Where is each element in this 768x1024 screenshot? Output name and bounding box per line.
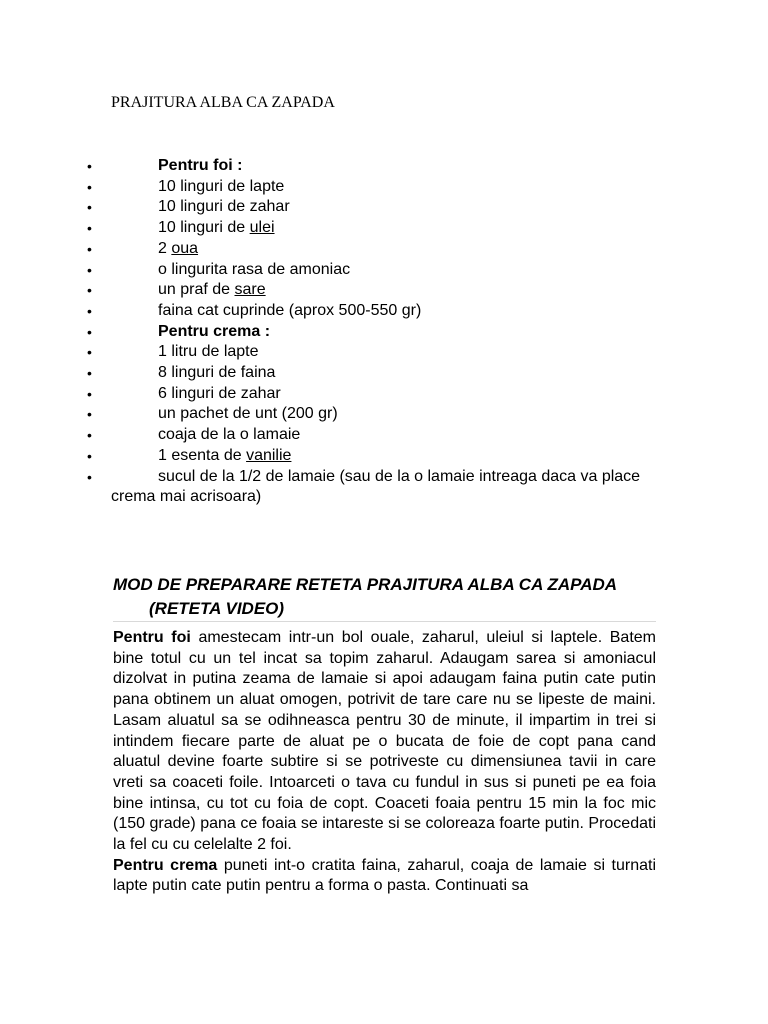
- ingredient-text: [111, 404, 680, 425]
- preparation-text: [113, 628, 656, 897]
- ingredient-text: [111, 363, 680, 384]
- bullet-icon: •: [87, 468, 92, 485]
- ingredients-list: [0, 156, 680, 508]
- ingredient-item: [0, 384, 680, 405]
- ingredient-item: [0, 342, 680, 363]
- ingredient-item: [0, 467, 680, 508]
- bullet-icon: •: [87, 385, 92, 402]
- ingredient-link[interactable]: ulei: [249, 219, 275, 237]
- ingredient-text: [111, 280, 680, 301]
- section-heading-line2: (RETETA VIDEO): [149, 599, 285, 618]
- bullet-icon: •: [87, 447, 92, 464]
- ingredient-text: [111, 467, 680, 508]
- ingredient-item: [0, 177, 680, 198]
- ingredient-item: [0, 260, 680, 281]
- bullet-icon: •: [87, 323, 92, 340]
- ingredient-item: [0, 425, 680, 446]
- section-heading-line1: MOD DE PREPARARE RETETA PRAJITURA ALBA CA ZAPADA: [113, 575, 618, 594]
- ingredient-link[interactable]: oua: [171, 239, 199, 257]
- ingredient-text-part: coaja de la o lamaie: [158, 426, 301, 444]
- ingredient-item: [0, 197, 680, 218]
- ingredient-text: [111, 384, 680, 405]
- ingredient-text: [111, 446, 680, 467]
- ingredient-item: [0, 301, 680, 322]
- ingredient-text-part: un praf de: [158, 281, 235, 299]
- ingredient-text-part: 8 linguri de faina: [158, 364, 276, 382]
- bullet-icon: •: [87, 178, 92, 195]
- bullet-icon: •: [87, 158, 92, 174]
- paragraph-text: puneti int-o cratita faina, zaharul, coaja de lamaie si turnati lapte putin cate putin pentru a forma o pasta. Continuati sa: [113, 856, 657, 895]
- bullet-icon: •: [87, 240, 92, 257]
- preparation-paragraph: [113, 628, 656, 856]
- ingredient-text: [111, 177, 680, 198]
- ingredient-text-part: faina cat cuprinde (aprox 500-550 gr): [158, 301, 422, 319]
- ingredient-item: [0, 446, 680, 467]
- ingredient-text: [111, 197, 680, 218]
- ingredient-group-label: Pentru crema :: [158, 322, 271, 340]
- ingredient-text-part: 6 linguri de zahar: [158, 384, 281, 402]
- ingredient-text-part: 2: [158, 239, 172, 257]
- ingredient-item: [0, 156, 680, 177]
- ingredient-text-part: 1 esenta de: [158, 446, 247, 464]
- bullet-icon: •: [87, 282, 92, 299]
- ingredient-link[interactable]: vanilie: [246, 446, 292, 464]
- bullet-icon: •: [87, 406, 92, 423]
- paragraph-lead: Pentru foi: [113, 629, 191, 646]
- ingredient-text: [111, 342, 680, 363]
- ingredient-text-part: 10 linguri de lapte: [158, 177, 285, 195]
- ingredient-item: [0, 363, 680, 384]
- bullet-icon: •: [87, 302, 92, 319]
- bullet-icon: •: [87, 344, 92, 361]
- ingredient-text: [111, 425, 680, 446]
- ingredient-item: [0, 322, 680, 343]
- bullet-icon: •: [87, 365, 92, 382]
- document-title: PRAJITURA ALBA CA ZAPADA: [111, 94, 335, 111]
- paragraph-text: amestecam intr-un bol ouale, zaharul, uleiul si laptele. Batem bine totul cu un tel incat sa topim zaharul. Adaugam sarea si amoniacul dizolvat in putina zeama de lamaie si apoi adaugam faina putin cate putin pana obtinem un aluat omogen, potrivit de tare care nu se lipeste de maini. Lasam aluatul sa se odihneasca pentru 30 de minute, il impartim in trei si intindem fiecare parte de aluat pe o bucata de foie de copt pana cand aluatul devine foarte subtire si se potriveste cu dimensiunea tavii in care vreti sa coaceti foile. Intoarceti o tava cu fundul in sus si puneti pe ea foia bine intinsa, cu tot cu foia de copt. Coaceti foaia pentru 15 min la foc mic (150 grade) pana ce foaia se intareste si se coloreaza foarte putin. Procedati la fel cu cu celelalte 2 foi.: [113, 629, 657, 854]
- ingredient-item: [0, 239, 680, 260]
- ingredient-text: [111, 218, 680, 239]
- section-heading: [113, 573, 658, 621]
- ingredient-text: [111, 260, 680, 281]
- ingredient-text-part: sucul de la 1/2 de lamaie (sau de la o lamaie intreaga daca va place crema mai acrisoara): [111, 467, 641, 506]
- bullet-icon: •: [87, 199, 92, 216]
- ingredient-text: [111, 156, 680, 177]
- ingredient-text-part: 10 linguri de zahar: [158, 198, 290, 216]
- ingredient-text-part: 10 linguri de: [158, 219, 250, 237]
- ingredient-text: [111, 301, 680, 322]
- ingredient-text-part: un pachet de unt (200 gr): [158, 405, 338, 423]
- bullet-icon: •: [87, 427, 92, 444]
- ingredient-item: [0, 404, 680, 425]
- ingredient-text: [111, 322, 680, 343]
- ingredient-item: [0, 218, 680, 239]
- ingredient-group-label: Pentru foi :: [158, 157, 243, 174]
- ingredient-text-part: 1 litru de lapte: [158, 343, 259, 361]
- ingredient-link[interactable]: sare: [234, 281, 266, 299]
- preparation-paragraph: [113, 856, 656, 897]
- bullet-icon: •: [87, 220, 92, 237]
- ingredient-text-part: o lingurita rasa de amoniac: [158, 260, 351, 278]
- bullet-icon: •: [87, 261, 92, 278]
- ingredient-text: [111, 239, 680, 260]
- ingredient-item: [0, 280, 680, 301]
- paragraph-lead: Pentru crema: [113, 856, 218, 874]
- section-divider: [113, 621, 656, 622]
